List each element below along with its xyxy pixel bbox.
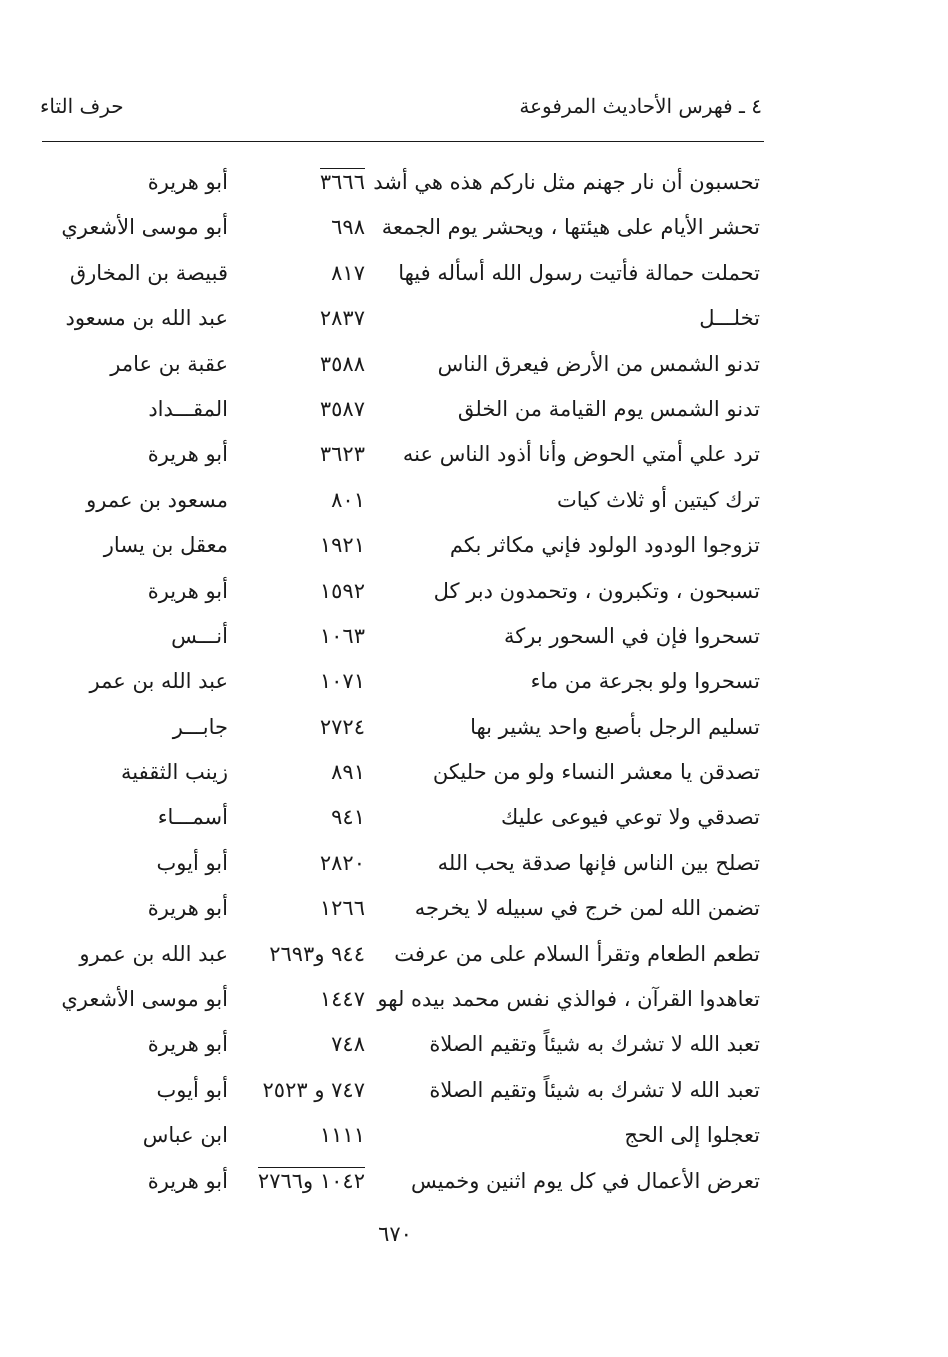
page-header	[40, 94, 762, 134]
hadith-text: تصدقي ولا توعي فيوعى عليك	[501, 805, 760, 830]
reference-number-text: ٨١٧	[331, 260, 365, 285]
narrator-name: أبو هريرة	[147, 442, 228, 467]
narrator-name: عبد الله بن مسعود	[65, 306, 228, 331]
reference-number-text: ١٤٤٧	[319, 987, 365, 1012]
hadith-text: تعاهدوا القرآن ، فوالذي نفس محمد بيده لهو	[377, 987, 760, 1012]
hadith-text: تحشر الأيام على هيئتها ، ويحشر يوم الجمعة	[381, 215, 760, 240]
narrator-name: أسمـــاء	[157, 805, 228, 830]
index-row	[40, 252, 760, 297]
reference-number-text: ٩٤١	[331, 805, 365, 830]
hadith-reference-number	[235, 437, 365, 471]
index-row	[40, 615, 760, 660]
narrator-name: قبيصة بن المخارق	[69, 260, 228, 285]
hadith-text: تسحروا ولو بجرعة من ماء	[530, 669, 760, 694]
hadith-reference-number	[235, 846, 365, 880]
reference-number-text: ٣٥٨٧	[319, 396, 365, 421]
hadith-text: تعجلوا إلى الحج	[624, 1123, 760, 1148]
narrator-name: أبو موسى الأشعري	[61, 987, 228, 1012]
index-row	[40, 388, 760, 433]
hadith-text: تسحروا فإن في السحور بركة	[504, 623, 760, 648]
hadith-index-list	[40, 161, 760, 1205]
hadith-reference-number	[235, 347, 365, 381]
narrator-name: عقبة بن عامر	[110, 351, 228, 376]
hadith-reference-number	[235, 1118, 365, 1152]
hadith-reference-number	[235, 392, 365, 426]
index-row	[40, 1023, 760, 1068]
narrator-name: أبو هريرة	[147, 578, 228, 603]
index-row	[40, 978, 760, 1023]
hadith-reference-number	[235, 619, 365, 653]
narrator-name: معقل بن يسار	[103, 533, 228, 558]
reference-number-text: ١٠٧١	[319, 669, 365, 694]
index-row	[40, 433, 760, 478]
reference-number-text: ٨٠١	[331, 487, 365, 512]
section-title: ٤ ـ فهرس الأحاديث المرفوعة	[519, 94, 762, 118]
hadith-text: تزوجوا الودود الولود فإني مكاثر بكم	[449, 533, 760, 558]
narrator-name: أبو هريرة	[147, 1032, 228, 1057]
hadith-text: تعبد الله لا تشرك به شيئاً وتقيم الصلاة	[429, 1077, 760, 1102]
hadith-text: تسبحون ، وتكبرون ، وتحمدون دبر كل	[433, 578, 760, 603]
index-row	[40, 933, 760, 978]
index-row	[40, 751, 760, 796]
hadith-reference-number	[235, 1027, 365, 1061]
hadith-reference-number	[235, 937, 365, 971]
reference-number-text: ٩٤٤ و٢٦٩٣	[269, 941, 365, 966]
narrator-name: عبد الله بن عمرو	[79, 941, 228, 966]
hadith-reference-number	[235, 710, 365, 744]
reference-number-text: ٣٥٨٨	[319, 351, 365, 376]
reference-number-text: ٨٩١	[331, 760, 365, 785]
hadith-reference-number	[235, 982, 365, 1016]
hadith-text: تسليم الرجل بأصبع واحد يشير بها	[470, 714, 760, 739]
hadith-text: تدنو الشمس من الأرض فيعرق الناس	[437, 351, 760, 376]
hadith-text: تعرض الأعمال في كل يوم اثنين وخميس	[411, 1168, 760, 1193]
index-row	[40, 297, 760, 342]
hadith-text: تصدقن يا معشر النساء ولو من حليكن	[432, 760, 760, 785]
hadith-reference-number	[235, 210, 365, 244]
index-row	[40, 660, 760, 705]
reference-number-text: ٣٦٦٦	[319, 170, 365, 194]
reference-number-text: ٢٨٢٠	[319, 850, 365, 875]
narrator-name: أبو أيوب	[156, 1077, 228, 1102]
hadith-text: تضمن الله لمن خرج في سبيله لا يخرجه	[414, 896, 760, 921]
reference-number-text: ٧٤٧ و ٢٥٢٣	[262, 1077, 365, 1102]
index-row	[40, 206, 760, 251]
hadith-text: تصلح بين الناس فإنها صدقة يحب الله	[437, 850, 760, 875]
index-row	[40, 1160, 760, 1205]
reference-number-text: ٢٧٢٤	[319, 714, 365, 739]
reference-number-text: ١٥٩٢	[319, 578, 365, 603]
header-divider	[42, 141, 764, 142]
narrator-name: ابن عباس	[142, 1123, 228, 1148]
hadith-reference-number	[235, 755, 365, 789]
index-row	[40, 479, 760, 524]
hadith-reference-number	[235, 528, 365, 562]
index-row	[40, 887, 760, 932]
narrator-name: المقـــداد	[148, 396, 228, 421]
index-row	[40, 796, 760, 841]
hadith-reference-number	[235, 301, 365, 335]
reference-number-text: ١٠٦٣	[319, 623, 365, 648]
index-row	[40, 161, 760, 206]
reference-number-text: ٦٩٨	[331, 215, 365, 240]
index-row	[40, 706, 760, 751]
reference-number-text: ١٩٢١	[319, 533, 365, 558]
index-row	[40, 570, 760, 615]
reference-number-text: ٣٦٢٣	[319, 442, 365, 467]
hadith-text: تدنو الشمس يوم القيامة من الخلق	[457, 396, 760, 421]
reference-number-text: ١٠٤٢ و٢٧٦٦	[257, 1168, 365, 1193]
reference-number-text: ٧٤٨	[331, 1032, 365, 1057]
narrator-name: مسعود بن عمرو	[86, 487, 228, 512]
hadith-reference-number	[235, 800, 365, 834]
reference-number-text: ٢٨٣٧	[319, 306, 365, 331]
letter-title: حرف التاء	[40, 94, 124, 118]
reference-number-text: ١٢٦٦	[319, 896, 365, 921]
narrator-name: زينب الثقفية	[120, 760, 228, 785]
hadith-text: تحسبون أن نار جهنم مثل ناركم هذه هي أشد	[373, 170, 760, 194]
hadith-text: ترد علي أمتي الحوض وأنا أذود الناس عنه	[402, 442, 760, 467]
narrator-name: عبد الله بن عمر	[89, 669, 228, 694]
hadith-text: تحملت حمالة فأتيت رسول الله أسأله فيها	[398, 260, 760, 285]
narrator-name: جابـــر	[172, 714, 228, 739]
index-row	[40, 1069, 760, 1114]
narrator-name: أبو هريرة	[147, 896, 228, 921]
hadith-text: تعبد الله لا تشرك به شيئاً وتقيم الصلاة	[429, 1032, 760, 1057]
hadith-text: تطعم الطعام وتقرأ السلام على من عرفت	[394, 941, 760, 966]
reference-number-text: ١١١١	[319, 1123, 365, 1148]
narrator-name: أنـــس	[171, 623, 228, 648]
narrator-name: أبو هريرة	[147, 170, 228, 194]
hadith-reference-number	[235, 891, 365, 925]
hadith-text: تخلـــل	[699, 306, 760, 331]
page-number: ٦٧٠	[378, 1222, 412, 1246]
hadith-text: ترك كيتين أو ثلاث كيات	[556, 487, 760, 512]
index-row	[40, 1114, 760, 1159]
index-row	[40, 343, 760, 388]
hadith-reference-number	[235, 165, 365, 199]
hadith-reference-number	[235, 256, 365, 290]
hadith-reference-number	[235, 1073, 365, 1107]
hadith-reference-number	[235, 574, 365, 608]
hadith-reference-number	[235, 483, 365, 517]
hadith-reference-number	[235, 664, 365, 698]
index-row	[40, 842, 760, 887]
narrator-name: أبو موسى الأشعري	[61, 215, 228, 240]
hadith-reference-number	[235, 1164, 365, 1198]
narrator-name: أبو هريرة	[147, 1168, 228, 1193]
index-row	[40, 524, 760, 569]
narrator-name: أبو أيوب	[156, 850, 228, 875]
